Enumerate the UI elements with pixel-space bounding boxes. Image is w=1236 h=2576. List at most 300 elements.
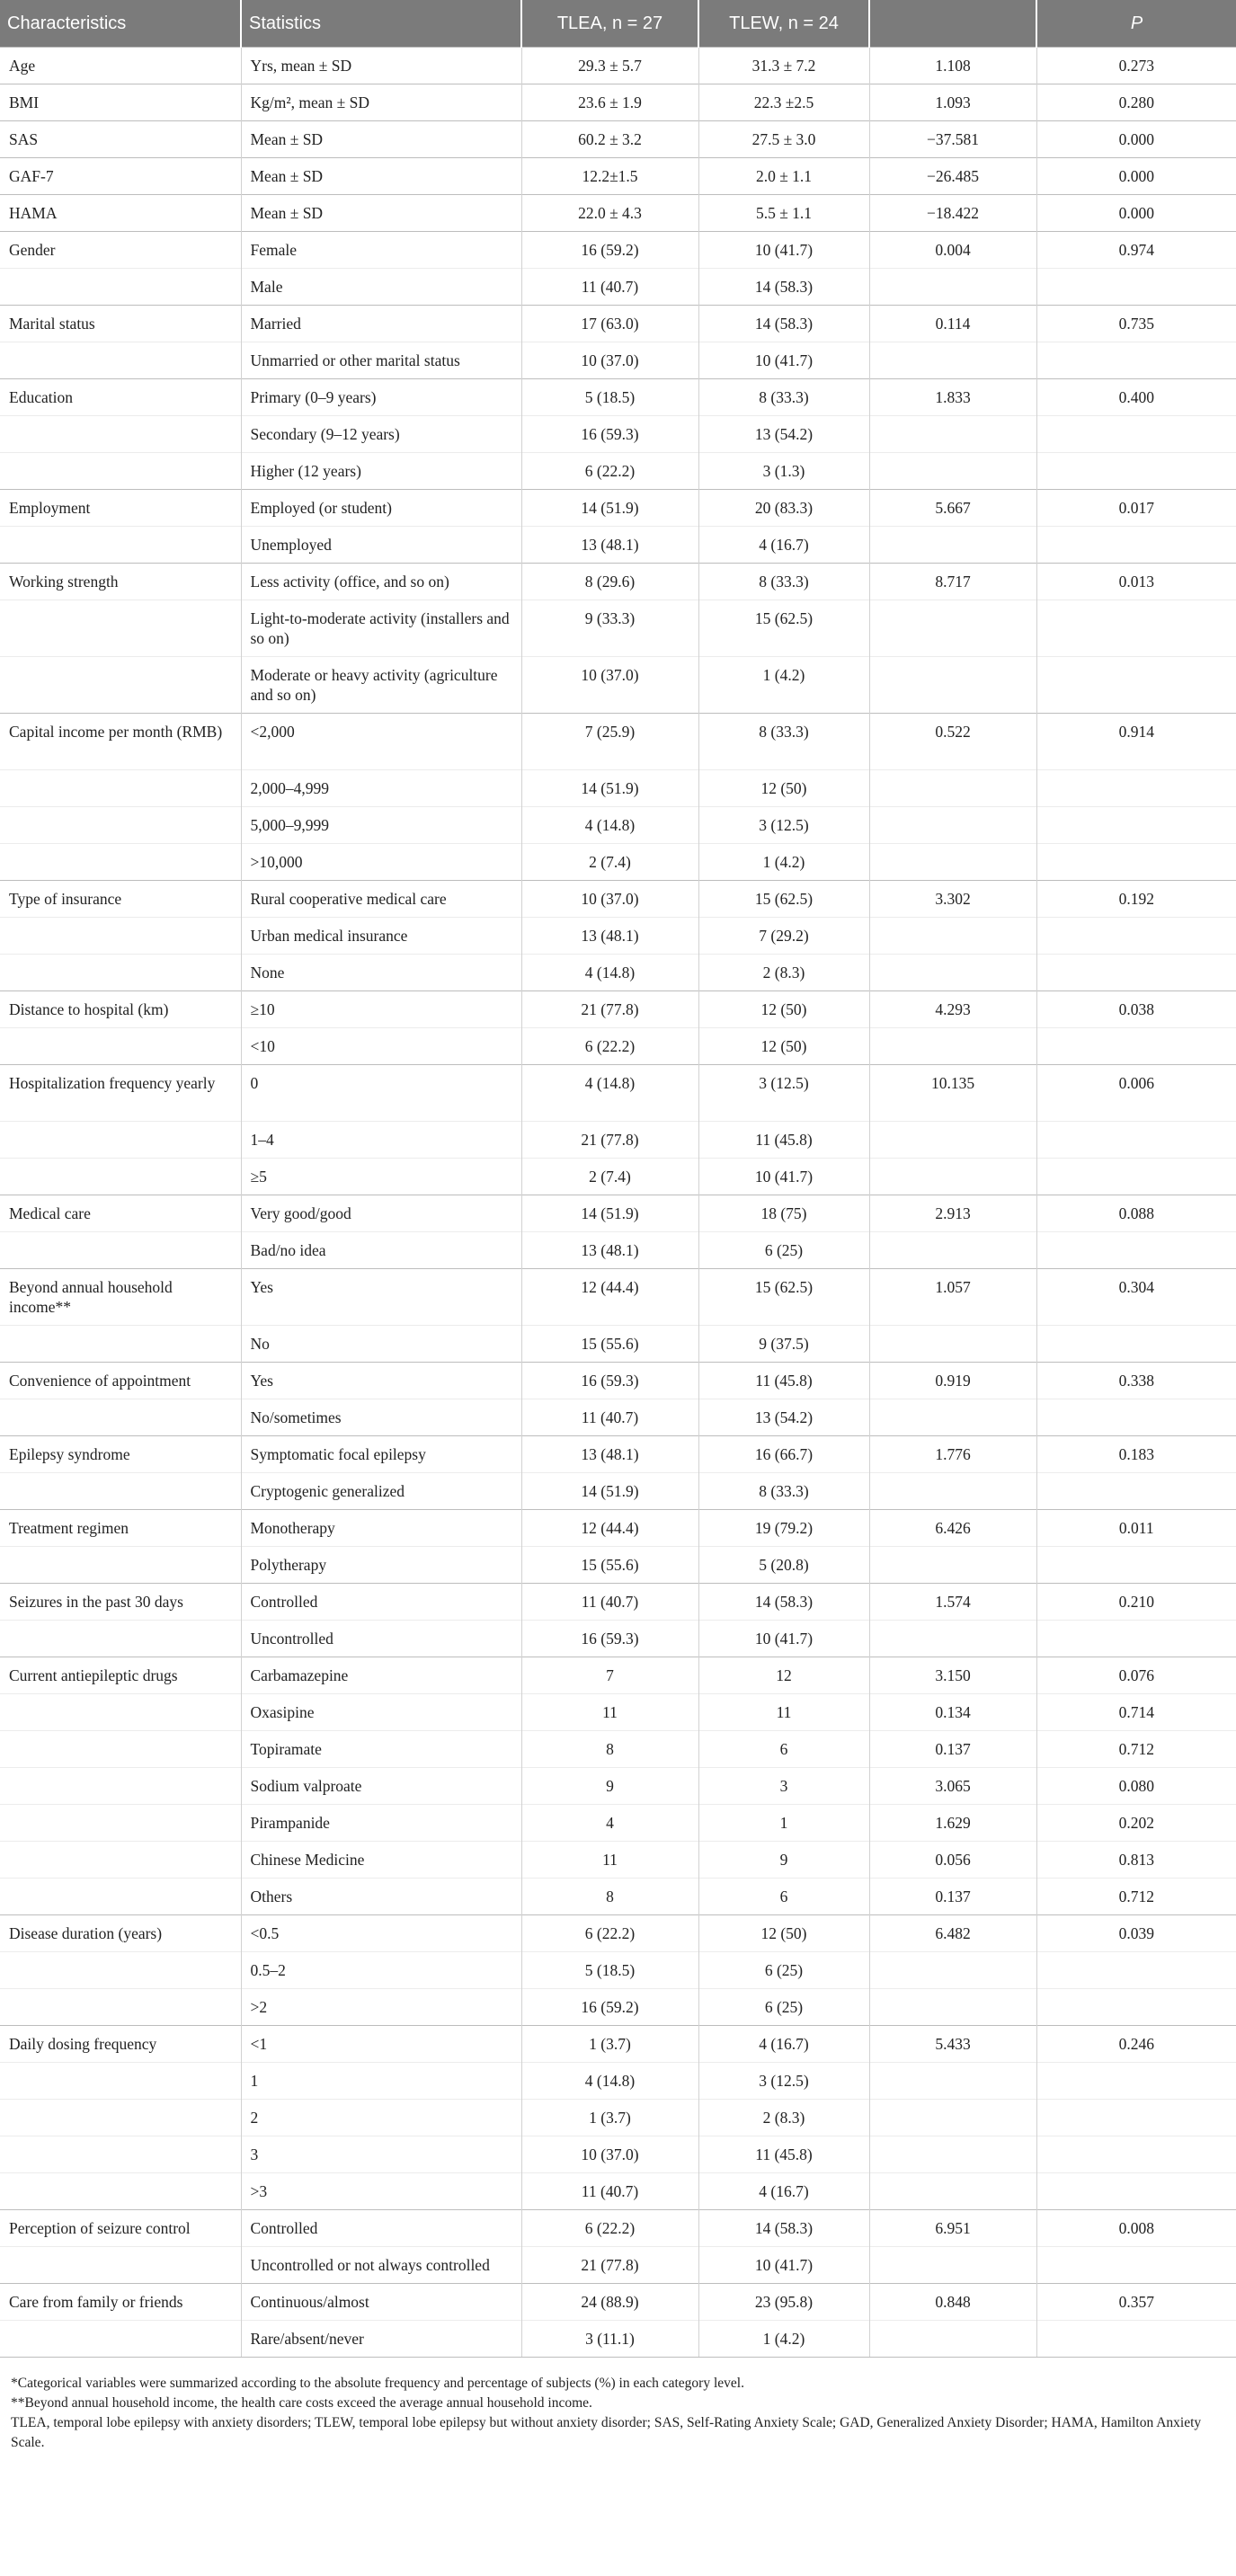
characteristic-cell: HAMA bbox=[0, 195, 241, 232]
tlea-cell: 10 (37.0) bbox=[521, 342, 698, 379]
test-statistic-cell bbox=[869, 2063, 1036, 2100]
test-statistic-cell: 2.913 bbox=[869, 1195, 1036, 1232]
p-value-cell: 0.338 bbox=[1036, 1363, 1236, 1399]
tlew-cell: 12 (50) bbox=[698, 991, 869, 1028]
test-statistic-cell: 1.057 bbox=[869, 1269, 1036, 1326]
tlew-cell: 5 (20.8) bbox=[698, 1547, 869, 1584]
table-row bbox=[0, 770, 1236, 807]
tlew-cell: 14 (58.3) bbox=[698, 269, 869, 306]
statistic-cell: <10 bbox=[241, 1028, 521, 1065]
characteristic-cell bbox=[0, 2136, 241, 2173]
characteristic-cell bbox=[0, 2247, 241, 2284]
statistic-cell: Topiramate bbox=[241, 1731, 521, 1768]
statistic-cell: No bbox=[241, 1326, 521, 1363]
tlea-cell: 13 (48.1) bbox=[521, 1232, 698, 1269]
statistic-cell: <1 bbox=[241, 2026, 521, 2063]
tlea-cell: 11 (40.7) bbox=[521, 269, 698, 306]
p-value-cell: 0.304 bbox=[1036, 1269, 1236, 1326]
tlew-cell: 12 (50) bbox=[698, 1915, 869, 1952]
statistic-cell: Unmarried or other marital status bbox=[241, 342, 521, 379]
tlew-cell: 16 (66.7) bbox=[698, 1436, 869, 1473]
p-value-cell: 0.210 bbox=[1036, 1584, 1236, 1621]
table-row bbox=[0, 453, 1236, 490]
p-value-cell bbox=[1036, 1989, 1236, 2026]
p-value-cell: 0.038 bbox=[1036, 991, 1236, 1028]
table-row bbox=[0, 564, 1236, 600]
tlea-cell: 11 bbox=[521, 1694, 698, 1731]
test-statistic-cell: 0.114 bbox=[869, 306, 1036, 342]
test-statistic-cell: 10.135 bbox=[869, 1065, 1036, 1122]
p-value-cell bbox=[1036, 2173, 1236, 2210]
tlew-cell: 7 (29.2) bbox=[698, 918, 869, 955]
statistic-cell: Yes bbox=[241, 1269, 521, 1326]
characteristic-cell bbox=[0, 453, 241, 490]
tlea-cell: 16 (59.2) bbox=[521, 232, 698, 269]
tlea-cell: 4 (14.8) bbox=[521, 2063, 698, 2100]
statistic-cell: Polytherapy bbox=[241, 1547, 521, 1584]
tlea-cell: 15 (55.6) bbox=[521, 1547, 698, 1584]
p-value-cell: 0.017 bbox=[1036, 490, 1236, 527]
table-row bbox=[0, 1805, 1236, 1842]
tlew-cell: 15 (62.5) bbox=[698, 600, 869, 657]
p-value-cell bbox=[1036, 600, 1236, 657]
tlew-cell: 1 bbox=[698, 1805, 869, 1842]
tlea-cell: 16 (59.3) bbox=[521, 1621, 698, 1657]
test-statistic-cell bbox=[869, 955, 1036, 991]
test-statistic-cell: 6.426 bbox=[869, 1510, 1036, 1547]
p-value-cell bbox=[1036, 1621, 1236, 1657]
statistic-cell: Bad/no idea bbox=[241, 1232, 521, 1269]
tlew-cell: 1 (4.2) bbox=[698, 657, 869, 714]
table-row bbox=[0, 1122, 1236, 1159]
test-statistic-cell: 5.667 bbox=[869, 490, 1036, 527]
statistic-cell: Moderate or heavy activity (agriculture and so on) bbox=[241, 657, 521, 714]
characteristic-cell: Marital status bbox=[0, 306, 241, 342]
table-row bbox=[0, 1547, 1236, 1584]
p-value-cell bbox=[1036, 1232, 1236, 1269]
test-statistic-cell: 0.137 bbox=[869, 1731, 1036, 1768]
statistic-cell: >2 bbox=[241, 1989, 521, 2026]
table-row bbox=[0, 1065, 1236, 1122]
test-statistic-cell bbox=[869, 2247, 1036, 2284]
test-statistic-cell: −18.422 bbox=[869, 195, 1036, 232]
characteristic-cell: Disease duration (years) bbox=[0, 1915, 241, 1952]
test-statistic-cell bbox=[869, 1952, 1036, 1989]
p-value-cell bbox=[1036, 1547, 1236, 1584]
table-row bbox=[0, 48, 1236, 84]
statistic-cell: Others bbox=[241, 1879, 521, 1915]
tlew-cell: 11 bbox=[698, 1694, 869, 1731]
p-value-cell: 0.183 bbox=[1036, 1436, 1236, 1473]
table-row bbox=[0, 600, 1236, 657]
tlea-cell: 29.3 ± 5.7 bbox=[521, 48, 698, 84]
tlew-cell: 14 (58.3) bbox=[698, 306, 869, 342]
statistic-cell: 5,000–9,999 bbox=[241, 807, 521, 844]
test-statistic-cell: 4.293 bbox=[869, 991, 1036, 1028]
tlew-cell: 27.5 ± 3.0 bbox=[698, 121, 869, 158]
test-statistic-cell bbox=[869, 770, 1036, 807]
test-statistic-cell: 0.848 bbox=[869, 2284, 1036, 2321]
test-statistic-cell: 0.056 bbox=[869, 1842, 1036, 1879]
p-value-cell bbox=[1036, 1326, 1236, 1363]
p-value-cell: 0.088 bbox=[1036, 1195, 1236, 1232]
tlew-cell: 6 (25) bbox=[698, 1952, 869, 1989]
tlea-cell: 21 (77.8) bbox=[521, 991, 698, 1028]
characteristic-cell: GAF-7 bbox=[0, 158, 241, 195]
tlea-cell: 9 (33.3) bbox=[521, 600, 698, 657]
p-value-cell: 0.246 bbox=[1036, 2026, 1236, 2063]
tlew-cell: 12 (50) bbox=[698, 770, 869, 807]
p-value-cell: 0.735 bbox=[1036, 306, 1236, 342]
table-row bbox=[0, 1694, 1236, 1731]
statistic-cell: 0.5–2 bbox=[241, 1952, 521, 1989]
p-value-cell bbox=[1036, 269, 1236, 306]
tlew-cell: 10 (41.7) bbox=[698, 2247, 869, 2284]
table-row bbox=[0, 918, 1236, 955]
tlea-cell: 9 bbox=[521, 1768, 698, 1805]
table-header bbox=[0, 0, 1236, 48]
tlew-cell: 3 (12.5) bbox=[698, 1065, 869, 1122]
p-value-cell: 0.011 bbox=[1036, 1510, 1236, 1547]
p-value-cell: 0.273 bbox=[1036, 48, 1236, 84]
table-row bbox=[0, 1159, 1236, 1195]
table-row bbox=[0, 269, 1236, 306]
tlea-cell: 2 (7.4) bbox=[521, 844, 698, 881]
characteristic-cell bbox=[0, 2173, 241, 2210]
p-value-cell: 0.712 bbox=[1036, 1731, 1236, 1768]
p-value-cell: 0.076 bbox=[1036, 1657, 1236, 1694]
statistic-cell: Secondary (9–12 years) bbox=[241, 416, 521, 453]
statistic-cell: Uncontrolled bbox=[241, 1621, 521, 1657]
test-statistic-cell: 3.302 bbox=[869, 881, 1036, 918]
test-statistic-cell bbox=[869, 918, 1036, 955]
test-statistic-cell: 5.433 bbox=[869, 2026, 1036, 2063]
characteristic-cell bbox=[0, 807, 241, 844]
tlew-cell: 6 bbox=[698, 1731, 869, 1768]
tlea-cell: 4 (14.8) bbox=[521, 1065, 698, 1122]
p-value-cell bbox=[1036, 416, 1236, 453]
tlew-cell: 6 (25) bbox=[698, 1232, 869, 1269]
table-row bbox=[0, 1510, 1236, 1547]
tlew-cell: 8 (33.3) bbox=[698, 379, 869, 416]
table-row bbox=[0, 527, 1236, 564]
tlew-cell: 2 (8.3) bbox=[698, 2100, 869, 2136]
test-statistic-cell bbox=[869, 657, 1036, 714]
characteristic-cell: Working strength bbox=[0, 564, 241, 600]
characteristic-cell bbox=[0, 269, 241, 306]
characteristic-cell bbox=[0, 1989, 241, 2026]
tlea-cell: 14 (51.9) bbox=[521, 770, 698, 807]
header-characteristics: Characteristics bbox=[0, 0, 241, 48]
tlea-cell: 13 (48.1) bbox=[521, 918, 698, 955]
tlea-cell: 60.2 ± 3.2 bbox=[521, 121, 698, 158]
table-row bbox=[0, 416, 1236, 453]
tlea-cell: 12.2±1.5 bbox=[521, 158, 698, 195]
tlea-cell: 11 (40.7) bbox=[521, 1399, 698, 1436]
characteristic-cell bbox=[0, 1621, 241, 1657]
header-tlew: TLEW, n = 24 bbox=[698, 0, 869, 48]
characteristic-cell: Perception of seizure control bbox=[0, 2210, 241, 2247]
test-statistic-cell bbox=[869, 1547, 1036, 1584]
table-row bbox=[0, 490, 1236, 527]
table-row bbox=[0, 1028, 1236, 1065]
table-row bbox=[0, 991, 1236, 1028]
table-row bbox=[0, 1621, 1236, 1657]
statistic-cell: Yrs, mean ± SD bbox=[241, 48, 521, 84]
statistic-cell: >10,000 bbox=[241, 844, 521, 881]
p-value-cell: 0.008 bbox=[1036, 2210, 1236, 2247]
tlea-cell: 13 (48.1) bbox=[521, 527, 698, 564]
statistic-cell: No/sometimes bbox=[241, 1399, 521, 1436]
table-row bbox=[0, 1363, 1236, 1399]
test-statistic-cell bbox=[869, 453, 1036, 490]
tlea-cell: 21 (77.8) bbox=[521, 2247, 698, 2284]
characteristic-cell: Capital income per month (RMB) bbox=[0, 714, 241, 770]
statistic-cell: <2,000 bbox=[241, 714, 521, 770]
tlew-cell: 12 bbox=[698, 1657, 869, 1694]
tlea-cell: 1 (3.7) bbox=[521, 2100, 698, 2136]
test-statistic-cell: 0.919 bbox=[869, 1363, 1036, 1399]
table-row bbox=[0, 657, 1236, 714]
p-value-cell: 0.914 bbox=[1036, 714, 1236, 770]
p-value-cell bbox=[1036, 807, 1236, 844]
p-value-cell bbox=[1036, 1952, 1236, 1989]
p-value-cell bbox=[1036, 770, 1236, 807]
test-statistic-cell bbox=[869, 2173, 1036, 2210]
statistic-cell: None bbox=[241, 955, 521, 991]
characteristic-cell bbox=[0, 342, 241, 379]
tlea-cell: 10 (37.0) bbox=[521, 657, 698, 714]
test-statistic-cell: 1.776 bbox=[869, 1436, 1036, 1473]
tlea-cell: 8 (29.6) bbox=[521, 564, 698, 600]
test-statistic-cell bbox=[869, 1473, 1036, 1510]
test-statistic-cell bbox=[869, 600, 1036, 657]
tlew-cell: 3 (12.5) bbox=[698, 807, 869, 844]
table-row bbox=[0, 807, 1236, 844]
table-row bbox=[0, 881, 1236, 918]
p-value-cell: 0.080 bbox=[1036, 1768, 1236, 1805]
tlew-cell: 5.5 ± 1.1 bbox=[698, 195, 869, 232]
tlew-cell: 3 (1.3) bbox=[698, 453, 869, 490]
table-row bbox=[0, 1952, 1236, 1989]
characteristic-cell bbox=[0, 2063, 241, 2100]
table-row bbox=[0, 2210, 1236, 2247]
test-statistic-cell: 6.951 bbox=[869, 2210, 1036, 2247]
tlew-cell: 11 (45.8) bbox=[698, 2136, 869, 2173]
tlew-cell: 11 (45.8) bbox=[698, 1122, 869, 1159]
p-value-cell bbox=[1036, 527, 1236, 564]
footnote: *Categorical variables were summarized according to the absolute frequency and percentage of subjects (%) in each category level. bbox=[11, 2376, 744, 2391]
tlew-cell: 9 bbox=[698, 1842, 869, 1879]
characteristic-cell bbox=[0, 1805, 241, 1842]
characteristic-cell bbox=[0, 1473, 241, 1510]
test-statistic-cell bbox=[869, 342, 1036, 379]
characteristic-cell bbox=[0, 1159, 241, 1195]
tlew-cell: 2 (8.3) bbox=[698, 955, 869, 991]
table-row bbox=[0, 1768, 1236, 1805]
characteristic-cell bbox=[0, 1547, 241, 1584]
test-statistic-cell: 3.150 bbox=[869, 1657, 1036, 1694]
tlea-cell: 8 bbox=[521, 1879, 698, 1915]
tlew-cell: 4 (16.7) bbox=[698, 2026, 869, 2063]
characteristic-cell: Employment bbox=[0, 490, 241, 527]
table-row bbox=[0, 2026, 1236, 2063]
characteristic-cell bbox=[0, 416, 241, 453]
test-statistic-cell: 0.134 bbox=[869, 1694, 1036, 1731]
characteristic-cell: BMI bbox=[0, 84, 241, 121]
tlew-cell: 8 (33.3) bbox=[698, 714, 869, 770]
tlea-cell: 5 (18.5) bbox=[521, 379, 698, 416]
statistic-cell: >3 bbox=[241, 2173, 521, 2210]
characteristic-cell: Gender bbox=[0, 232, 241, 269]
test-statistic-cell bbox=[869, 807, 1036, 844]
statistic-cell: ≥5 bbox=[241, 1159, 521, 1195]
footnote: TLEA, temporal lobe epilepsy with anxiety disorders; TLEW, temporal lobe epilepsy but without anxiety disorder; SAS, Self-Rating Anxiety Scale; GAD, Generalized Anxiety Disorder; HAMA, Hamilton Anxiety Scale. bbox=[11, 2415, 1202, 2450]
test-statistic-cell bbox=[869, 1326, 1036, 1363]
tlea-cell: 22.0 ± 4.3 bbox=[521, 195, 698, 232]
tlea-cell: 7 (25.9) bbox=[521, 714, 698, 770]
characteristic-cell: Seizures in the past 30 days bbox=[0, 1584, 241, 1621]
tlea-cell: 13 (48.1) bbox=[521, 1436, 698, 1473]
tlew-cell: 9 (37.5) bbox=[698, 1326, 869, 1363]
p-value-cell bbox=[1036, 657, 1236, 714]
characteristic-cell: Treatment regimen bbox=[0, 1510, 241, 1547]
tlew-cell: 22.3 ±2.5 bbox=[698, 84, 869, 121]
table-row bbox=[0, 306, 1236, 342]
statistic-cell: Married bbox=[241, 306, 521, 342]
tlea-cell: 24 (88.9) bbox=[521, 2284, 698, 2321]
tlea-cell: 11 bbox=[521, 1842, 698, 1879]
statistic-cell: 2,000–4,999 bbox=[241, 770, 521, 807]
test-statistic-cell bbox=[869, 1621, 1036, 1657]
tlew-cell: 14 (58.3) bbox=[698, 1584, 869, 1621]
characteristic-cell bbox=[0, 1768, 241, 1805]
table-row bbox=[0, 2247, 1236, 2284]
tlew-cell: 4 (16.7) bbox=[698, 2173, 869, 2210]
tlew-cell: 3 bbox=[698, 1768, 869, 1805]
table-row bbox=[0, 1326, 1236, 1363]
characteristic-cell: Education bbox=[0, 379, 241, 416]
tlew-cell: 8 (33.3) bbox=[698, 1473, 869, 1510]
tlea-cell: 7 bbox=[521, 1657, 698, 1694]
test-statistic-cell: 0.004 bbox=[869, 232, 1036, 269]
tlea-cell: 21 (77.8) bbox=[521, 1122, 698, 1159]
tlew-cell: 18 (75) bbox=[698, 1195, 869, 1232]
table-row bbox=[0, 1195, 1236, 1232]
characteristic-cell: Hospitalization frequency yearly bbox=[0, 1065, 241, 1122]
test-statistic-cell bbox=[869, 1028, 1036, 1065]
statistic-cell: <0.5 bbox=[241, 1915, 521, 1952]
table-row bbox=[0, 1989, 1236, 2026]
p-value-cell: 0.006 bbox=[1036, 1065, 1236, 1122]
test-statistic-cell: 1.629 bbox=[869, 1805, 1036, 1842]
p-value-cell bbox=[1036, 1028, 1236, 1065]
tlea-cell: 6 (22.2) bbox=[521, 453, 698, 490]
statistic-cell: Primary (0–9 years) bbox=[241, 379, 521, 416]
table-row bbox=[0, 2100, 1236, 2136]
table-row bbox=[0, 342, 1236, 379]
table-row bbox=[0, 1731, 1236, 1768]
tlew-cell: 19 (79.2) bbox=[698, 1510, 869, 1547]
test-statistic-cell: 0.522 bbox=[869, 714, 1036, 770]
table-row bbox=[0, 2136, 1236, 2173]
characteristic-cell: Convenience of appointment bbox=[0, 1363, 241, 1399]
table-row bbox=[0, 1436, 1236, 1473]
tlew-cell: 23 (95.8) bbox=[698, 2284, 869, 2321]
test-statistic-cell: 1.833 bbox=[869, 379, 1036, 416]
p-value-cell bbox=[1036, 2136, 1236, 2173]
statistic-cell: Monotherapy bbox=[241, 1510, 521, 1547]
statistic-cell: Employed (or student) bbox=[241, 490, 521, 527]
header-test-statistic bbox=[869, 0, 1036, 48]
statistic-cell: Symptomatic focal epilepsy bbox=[241, 1436, 521, 1473]
p-value-cell: 0.039 bbox=[1036, 1915, 1236, 1952]
table-row bbox=[0, 379, 1236, 416]
tlea-cell: 4 (14.8) bbox=[521, 807, 698, 844]
characteristic-cell: Daily dosing frequency bbox=[0, 2026, 241, 2063]
tlea-cell: 6 (22.2) bbox=[521, 1028, 698, 1065]
characteristic-cell bbox=[0, 2321, 241, 2358]
statistic-cell: Pirampanide bbox=[241, 1805, 521, 1842]
characteristic-cell bbox=[0, 955, 241, 991]
tlea-cell: 15 (55.6) bbox=[521, 1326, 698, 1363]
statistic-cell: Mean ± SD bbox=[241, 195, 521, 232]
tlea-cell: 14 (51.9) bbox=[521, 1195, 698, 1232]
statistic-cell: Continuous/almost bbox=[241, 2284, 521, 2321]
statistic-cell: Urban medical insurance bbox=[241, 918, 521, 955]
tlew-cell: 2.0 ± 1.1 bbox=[698, 158, 869, 195]
tlea-cell: 11 (40.7) bbox=[521, 2173, 698, 2210]
test-statistic-cell bbox=[869, 1989, 1036, 2026]
test-statistic-cell bbox=[869, 416, 1036, 453]
characteristic-cell bbox=[0, 1028, 241, 1065]
characteristic-cell bbox=[0, 2100, 241, 2136]
statistic-cell: Less activity (office, and so on) bbox=[241, 564, 521, 600]
statistic-cell: Controlled bbox=[241, 1584, 521, 1621]
characteristic-cell bbox=[0, 1842, 241, 1879]
statistic-cell: 2 bbox=[241, 2100, 521, 2136]
tlew-cell: 15 (62.5) bbox=[698, 1269, 869, 1326]
tlea-cell: 14 (51.9) bbox=[521, 1473, 698, 1510]
characteristic-cell bbox=[0, 1232, 241, 1269]
table-row bbox=[0, 1584, 1236, 1621]
table-row bbox=[0, 2063, 1236, 2100]
characteristic-cell bbox=[0, 918, 241, 955]
tlew-cell: 8 (33.3) bbox=[698, 564, 869, 600]
tlew-cell: 6 (25) bbox=[698, 1989, 869, 2026]
tlew-cell: 10 (41.7) bbox=[698, 1621, 869, 1657]
characteristic-cell bbox=[0, 770, 241, 807]
p-value-cell bbox=[1036, 2063, 1236, 2100]
tlea-cell: 12 (44.4) bbox=[521, 1269, 698, 1326]
statistic-cell: Male bbox=[241, 269, 521, 306]
p-value-cell: 0.000 bbox=[1036, 195, 1236, 232]
p-value-cell: 0.280 bbox=[1036, 84, 1236, 121]
tlew-cell: 4 (16.7) bbox=[698, 527, 869, 564]
test-statistic-cell bbox=[869, 844, 1036, 881]
statistic-cell: Oxasipine bbox=[241, 1694, 521, 1731]
tlea-cell: 16 (59.3) bbox=[521, 416, 698, 453]
statistic-cell: Sodium valproate bbox=[241, 1768, 521, 1805]
tlew-cell: 10 (41.7) bbox=[698, 342, 869, 379]
table-row bbox=[0, 2173, 1236, 2210]
tlew-cell: 20 (83.3) bbox=[698, 490, 869, 527]
p-value-cell: 0.813 bbox=[1036, 1842, 1236, 1879]
test-statistic-cell bbox=[869, 1122, 1036, 1159]
p-value-cell: 0.400 bbox=[1036, 379, 1236, 416]
tlew-cell: 6 bbox=[698, 1879, 869, 1915]
test-statistic-cell: 8.717 bbox=[869, 564, 1036, 600]
